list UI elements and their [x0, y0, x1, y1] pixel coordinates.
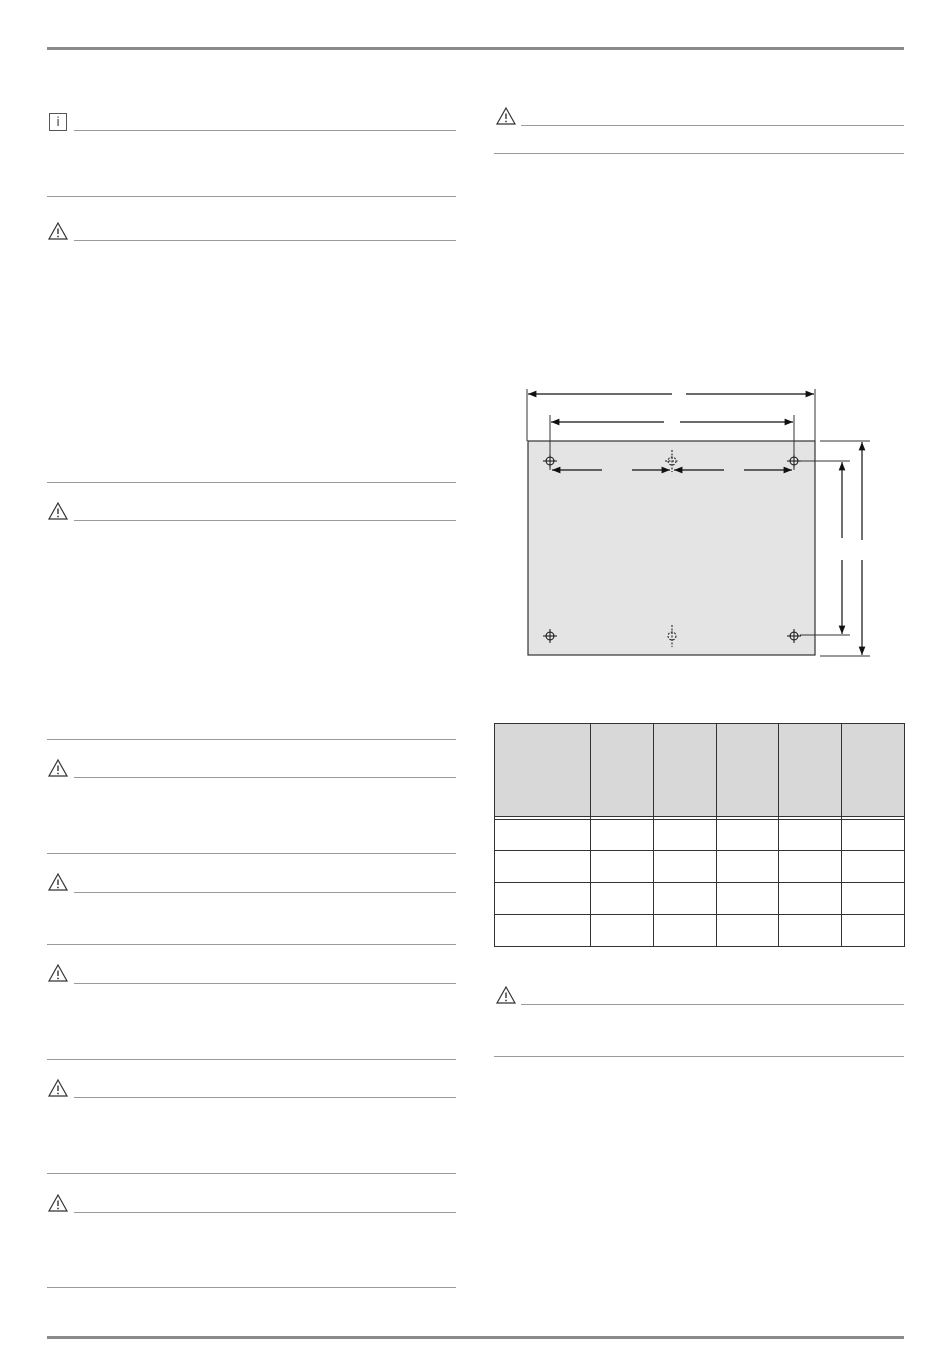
- section-divider: [47, 1173, 456, 1174]
- warning-icon: [48, 221, 68, 241]
- info-icon: i: [49, 113, 67, 131]
- section-divider: [47, 196, 456, 197]
- section-divider: [494, 1056, 904, 1057]
- section-divider: [47, 739, 456, 740]
- section-divider: [494, 153, 904, 154]
- table-header-cell: [591, 724, 654, 817]
- table-row: [495, 882, 905, 914]
- note-underline: [74, 777, 456, 778]
- warning-icon: [48, 758, 68, 778]
- warning-icon: [48, 501, 68, 521]
- section-divider: [47, 1287, 456, 1288]
- note-underline: [74, 892, 456, 893]
- table-row: [495, 820, 905, 850]
- table-header-row: [495, 724, 905, 817]
- note-underline: [521, 1004, 904, 1005]
- mounting-drawing: [520, 385, 880, 665]
- section-divider: [47, 1059, 456, 1060]
- warning-icon: [48, 872, 68, 892]
- header-rule: [47, 47, 904, 50]
- section-divider: [47, 853, 456, 854]
- warning-icon: [496, 106, 516, 126]
- note-underline: [74, 240, 456, 241]
- note-underline: [74, 520, 456, 521]
- table-header-cell: [779, 724, 842, 817]
- note-underline: [74, 1212, 456, 1213]
- table-header-cell: [842, 724, 905, 817]
- dimensions-table: [494, 723, 905, 947]
- table-header-cell: [495, 724, 591, 817]
- table-header-cell: [654, 724, 717, 817]
- note-underline: [74, 983, 456, 984]
- note-underline: [521, 125, 904, 126]
- warning-icon: [48, 1078, 68, 1098]
- warning-icon: [496, 985, 516, 1005]
- section-divider: [47, 944, 456, 945]
- note-underline: [74, 130, 456, 131]
- warning-icon: [48, 963, 68, 983]
- section-divider: [47, 482, 456, 483]
- footer-rule: [47, 1336, 904, 1339]
- table-header-cell: [717, 724, 779, 817]
- warning-icon: [48, 1193, 68, 1213]
- note-underline: [74, 1097, 456, 1098]
- table-row: [495, 850, 905, 882]
- mounting-plate: [528, 441, 815, 655]
- table-row: [495, 914, 905, 946]
